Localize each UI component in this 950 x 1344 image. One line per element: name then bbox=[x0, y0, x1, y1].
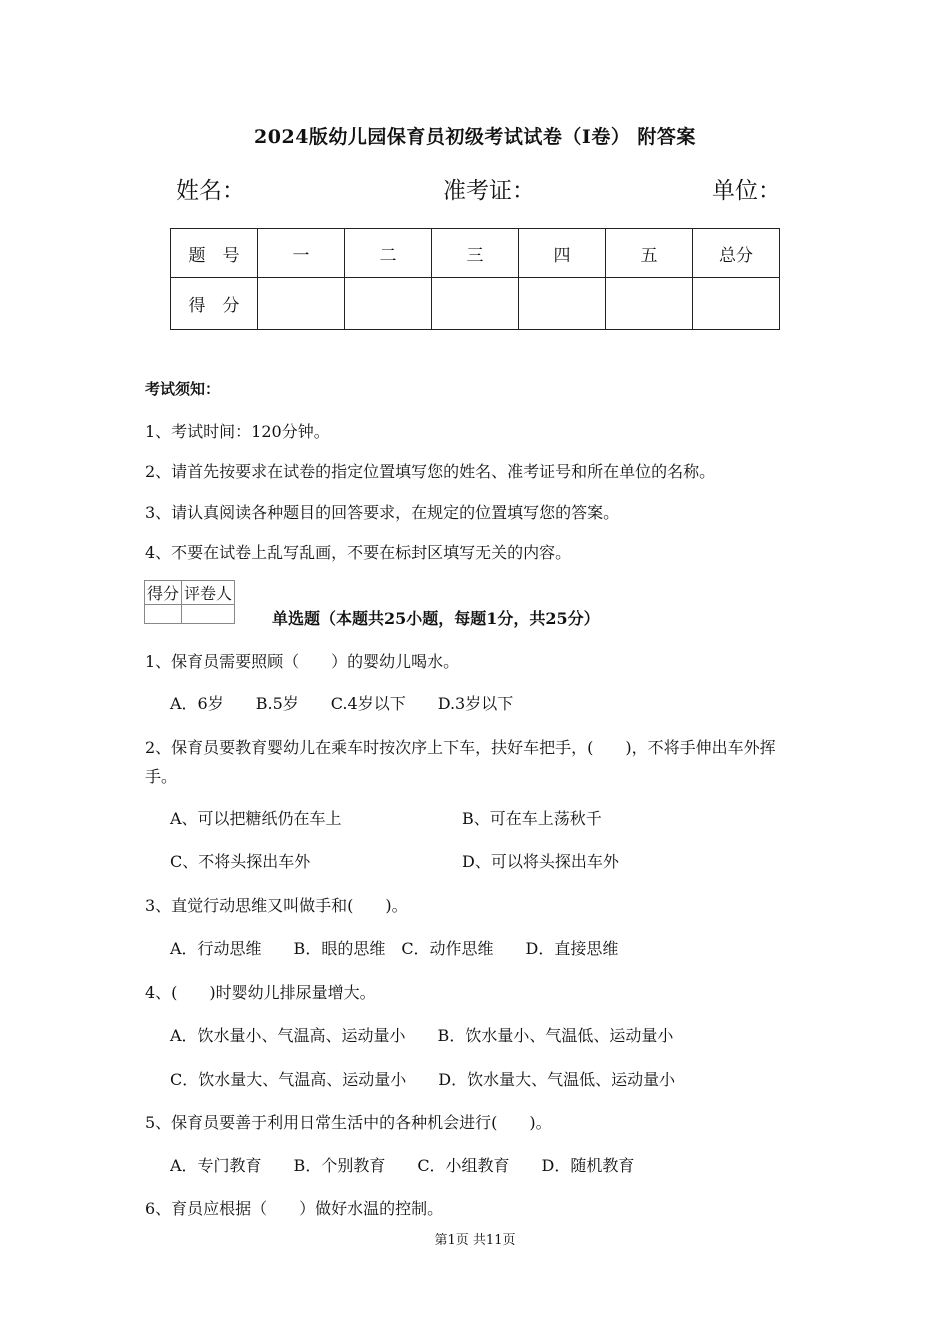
score-cell[interactable] bbox=[519, 278, 606, 330]
notice-item: 4、不要在试卷上乱写乱画，不要在标封区填写无关的内容。 bbox=[145, 543, 572, 562]
score-header-cell: 五 bbox=[606, 229, 693, 278]
score-table-score-row bbox=[171, 278, 780, 330]
question-2-option-a: A、可以把糖纸仍在车上 bbox=[170, 809, 342, 828]
grader-reviewer-cell[interactable] bbox=[182, 605, 235, 624]
question-4-stem: 4、( )时婴幼儿排尿量增大。 bbox=[145, 983, 376, 1002]
score-row-label: 得 分 bbox=[171, 278, 258, 330]
grader-score-cell[interactable] bbox=[145, 605, 182, 624]
question-3-stem: 3、直觉行动思维又叫做手和( )。 bbox=[145, 896, 408, 915]
question-5-options: A．专门教育 B．个别教育 C．小组教育 D．随机教育 bbox=[170, 1156, 635, 1175]
notice-item: 1、考试时间：120分钟。 bbox=[145, 422, 330, 441]
question-2-stem: 2、保育员要教育婴幼儿在乘车时按次序上下车，扶好车把手，( )，不将手伸出车外挥 bbox=[145, 738, 776, 757]
score-cell[interactable] bbox=[345, 278, 432, 330]
score-table-header-row bbox=[171, 229, 780, 278]
unit-field-label: 单位： bbox=[712, 178, 781, 204]
score-header-cell: 二 bbox=[345, 229, 432, 278]
score-header-cell: 一 bbox=[258, 229, 345, 278]
score-header-cell: 题 号 bbox=[171, 229, 258, 278]
score-cell[interactable] bbox=[258, 278, 345, 330]
question-2-stem-cont: 手。 bbox=[145, 767, 178, 786]
question-1-options: A．6岁 B.5岁 C.4岁以下 D.3岁以下 bbox=[170, 694, 514, 713]
question-6-stem: 6、育员应根据（ ）做好水温的控制。 bbox=[145, 1199, 444, 1218]
exam-title: 2024版幼儿园保育员初级考试试卷（I卷） 附答案 bbox=[254, 126, 696, 148]
notice-item: 2、请首先按要求在试卷的指定位置填写您的姓名、准考证号和所在单位的名称。 bbox=[145, 462, 716, 481]
notice-heading: 考试须知： bbox=[145, 380, 221, 398]
question-2-option-c: C、不将头探出车外 bbox=[170, 852, 311, 871]
score-header-cell: 三 bbox=[432, 229, 519, 278]
score-cell[interactable] bbox=[432, 278, 519, 330]
score-header-cell: 四 bbox=[519, 229, 606, 278]
question-2-option-d: D、可以将头探出车外 bbox=[462, 852, 619, 871]
notice-item: 3、请认真阅读各种题目的回答要求，在规定的位置填写您的答案。 bbox=[145, 503, 620, 522]
exam-id-field-label: 准考证： bbox=[443, 178, 535, 204]
question-1-stem: 1、保育员需要照顾（ ）的婴幼儿喝水。 bbox=[145, 652, 460, 671]
question-4-options-ab: A．饮水量小、气温高、运动量小 B．饮水量小、气温低、运动量小 bbox=[170, 1026, 674, 1045]
question-3-options: A．行动思维 B．眼的思维 C．动作思维 D．直接思维 bbox=[170, 939, 619, 958]
score-cell[interactable] bbox=[693, 278, 780, 330]
score-header-cell: 总分 bbox=[693, 229, 780, 278]
score-cell[interactable] bbox=[606, 278, 693, 330]
section-title: 单选题（本题共25小题，每题1分，共25分） bbox=[272, 609, 600, 628]
score-table bbox=[170, 228, 780, 330]
grader-reviewer-label: 评卷人 bbox=[182, 581, 235, 605]
grader-box bbox=[144, 580, 235, 624]
grader-score-label: 得分 bbox=[145, 581, 182, 605]
question-2-option-b: B、可在车上荡秋千 bbox=[462, 809, 602, 828]
question-5-stem: 5、保育员要善于利用日常生活中的各种机会进行( )。 bbox=[145, 1113, 552, 1132]
question-4-options-cd: C．饮水量大、气温高、运动量小 D．饮水量大、气温低、运动量小 bbox=[170, 1070, 676, 1089]
page-footer: 第1页 共11页 bbox=[434, 1233, 516, 1248]
name-field-label: 姓名： bbox=[176, 178, 245, 204]
